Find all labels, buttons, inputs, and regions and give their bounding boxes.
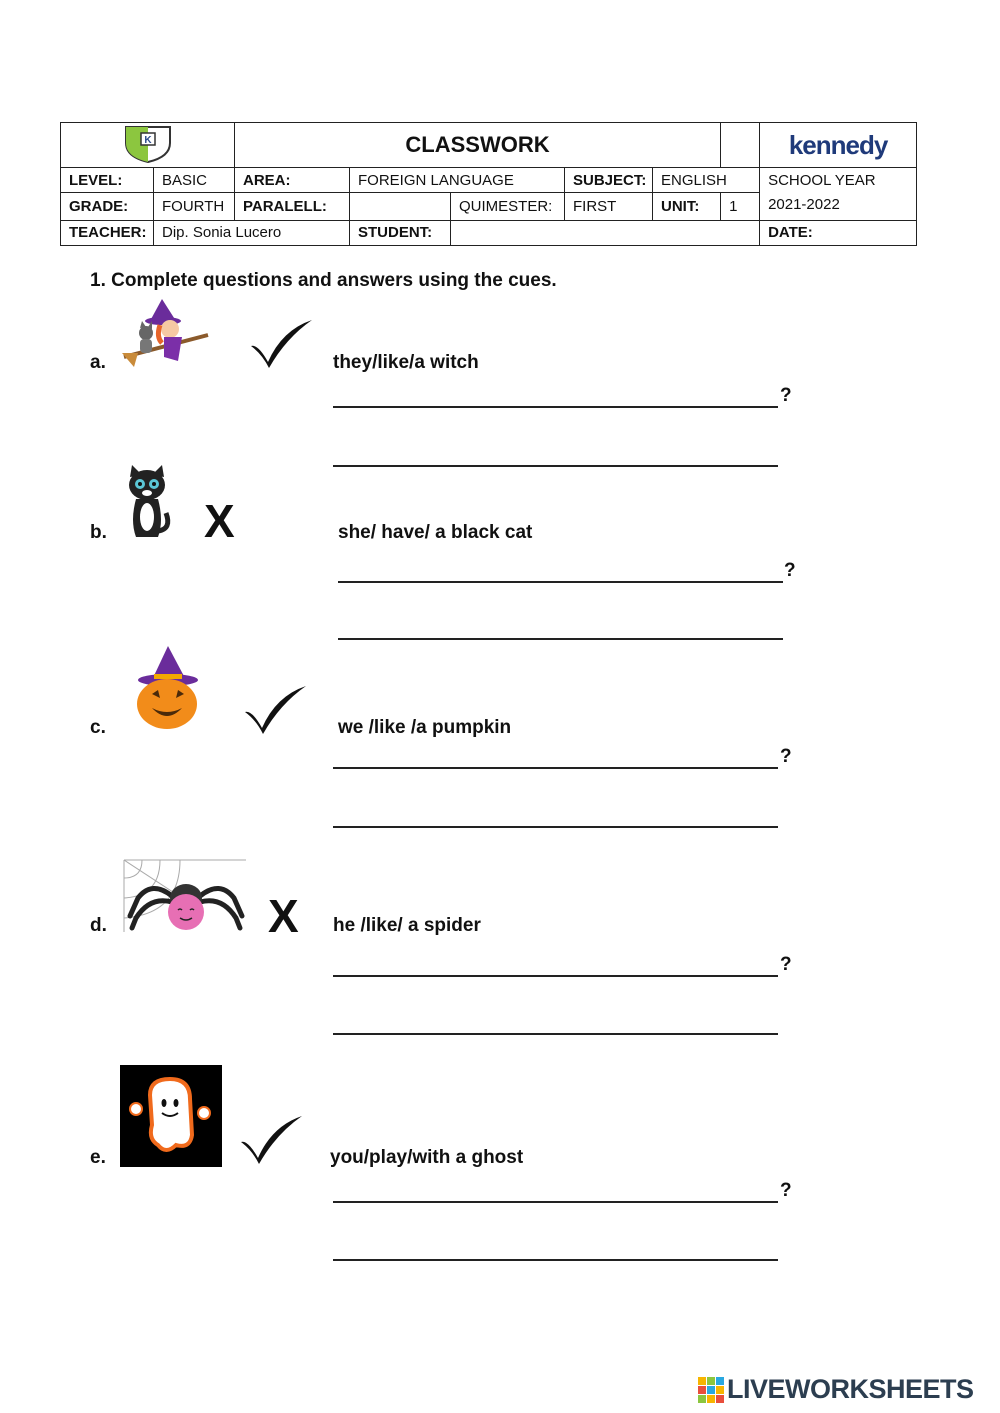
parallel-value [350, 193, 451, 221]
liveworksheets-icon [698, 1377, 724, 1403]
school-year-label: SCHOOL YEAR [760, 168, 917, 193]
brand-text: LIVEWORKSHEETS [727, 1374, 974, 1404]
exercise-letter: c. [90, 717, 106, 738]
witch-on-broom-icon [120, 295, 212, 380]
area-label: AREA: [235, 168, 350, 193]
quimester-label: QUIMESTER: [451, 193, 565, 221]
school-shield-logo [61, 123, 235, 168]
answer-line[interactable] [333, 465, 778, 467]
question-answer-line[interactable] [333, 406, 778, 408]
answer-line[interactable] [333, 1033, 778, 1035]
date-label: DATE: [760, 220, 917, 245]
exercise-cue: she/ have/ a black cat [338, 522, 533, 543]
question-mark: ? [780, 954, 792, 975]
question-answer-line[interactable] [333, 975, 778, 977]
parallel-label: PARALELL: [235, 193, 350, 221]
pumpkin-icon [132, 644, 202, 737]
svg-text:K: K [143, 135, 152, 146]
ghost-icon [120, 1065, 222, 1172]
grade-value: FOURTH [154, 193, 235, 221]
teacher-label: TEACHER: [61, 220, 154, 245]
exercise-cue: you/play/with a ghost [330, 1147, 524, 1168]
question-answer-line[interactable] [333, 1201, 778, 1203]
answer-line[interactable] [333, 1259, 778, 1261]
question-answer-line[interactable] [338, 581, 783, 583]
school-year-value: 2021-2022 [760, 193, 917, 221]
exercise-cue: he /like/ a spider [333, 915, 481, 936]
x-mark: X [204, 495, 235, 547]
level-label: LEVEL: [61, 168, 154, 193]
question-answer-line[interactable] [333, 767, 778, 769]
exercise-cue: we /like /a pumpkin [338, 717, 512, 738]
exercise-letter: e. [90, 1147, 106, 1168]
unit-value: 1 [721, 193, 760, 221]
spider-icon [122, 858, 248, 939]
exercise-letter: b. [90, 522, 107, 543]
exercise-letter: d. [90, 915, 107, 936]
answer-line[interactable] [338, 638, 783, 640]
instruction: 1. Complete questions and answers using the cues. [90, 270, 557, 291]
question-mark: ? [780, 746, 792, 767]
question-mark: ? [780, 385, 792, 406]
level-value: BASIC [154, 168, 235, 193]
x-mark: X [268, 890, 299, 942]
black-cat-icon [122, 465, 172, 548]
student-label: STUDENT: [350, 220, 451, 245]
checkmark-icon [242, 684, 308, 741]
student-field[interactable] [451, 220, 760, 245]
teacher-value: Dip. Sonia Lucero [154, 220, 350, 245]
subject-label: SUBJECT: [565, 168, 653, 193]
answer-line[interactable] [333, 826, 778, 828]
liveworksheets-logo[interactable] [698, 1374, 974, 1405]
empty-cell [721, 123, 760, 168]
exercise-letter: a. [90, 352, 106, 373]
area-value: FOREIGN LANGUAGE [350, 168, 565, 193]
checkmark-icon [248, 318, 314, 375]
question-mark: ? [784, 560, 796, 581]
worksheet-title: CLASSWORK [235, 123, 721, 168]
grade-label: GRADE: [61, 193, 154, 221]
exercise-cue: they/like/a witch [333, 352, 479, 373]
question-mark: ? [780, 1180, 792, 1201]
kennedy-logo: kennedy [760, 123, 917, 168]
unit-label: UNIT: [653, 193, 721, 221]
header-table [60, 122, 917, 246]
quimester-value: FIRST [565, 193, 653, 221]
subject-value: ENGLISH [653, 168, 760, 193]
checkmark-icon [238, 1114, 304, 1171]
